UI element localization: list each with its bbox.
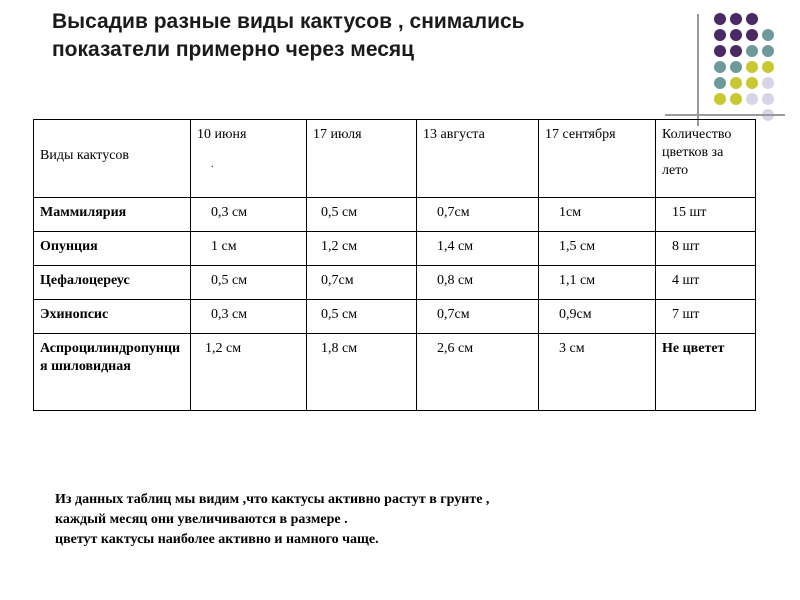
slide-title-line-1: Высадив разные виды кактусов , снимались bbox=[52, 10, 525, 33]
decorative-dot bbox=[714, 45, 726, 57]
header-note: . bbox=[211, 159, 214, 170]
measurement: 1см bbox=[559, 205, 582, 220]
header-cell bbox=[307, 120, 417, 198]
decorative-dot bbox=[746, 77, 758, 89]
value-cell bbox=[539, 334, 656, 411]
value-cell bbox=[191, 334, 307, 411]
header-label: 17 сентября bbox=[545, 127, 616, 142]
flower-count: Не цветет bbox=[662, 341, 725, 356]
decorative-vertical-line bbox=[697, 14, 699, 126]
table-row bbox=[34, 334, 756, 411]
measurement: 0,5 см bbox=[211, 273, 248, 288]
value-cell bbox=[539, 300, 656, 334]
measurement: 0,9см bbox=[559, 307, 592, 322]
measurement: 1,5 см bbox=[559, 239, 596, 254]
flower-count: 8 шт bbox=[672, 239, 700, 254]
decorative-dot bbox=[746, 45, 758, 57]
value-cell bbox=[191, 266, 307, 300]
decorative-dot bbox=[730, 29, 742, 41]
value-cell bbox=[191, 198, 307, 232]
decorative-dot bbox=[746, 61, 758, 73]
decorative-dot bbox=[714, 29, 726, 41]
decorative-dot bbox=[746, 29, 758, 41]
decorative-dot bbox=[730, 77, 742, 89]
table-row bbox=[34, 198, 756, 232]
measurement: 0,7см bbox=[437, 307, 470, 322]
measurement: 1,2 см bbox=[205, 341, 242, 356]
measurement: 0,3 см bbox=[211, 205, 248, 220]
decorative-dot bbox=[714, 13, 726, 25]
header-label: 17 июля bbox=[313, 127, 362, 142]
flower-count: 15 шт bbox=[672, 205, 707, 220]
value-cell bbox=[191, 300, 307, 334]
header-label: Виды кактусов bbox=[40, 148, 130, 163]
header-cell bbox=[34, 120, 191, 198]
value-cell bbox=[656, 266, 756, 300]
header-cell bbox=[656, 120, 756, 198]
species-name: Маммилярия bbox=[40, 205, 127, 220]
value-cell bbox=[656, 300, 756, 334]
value-cell bbox=[307, 266, 417, 300]
species-cell bbox=[34, 334, 191, 411]
table-row bbox=[34, 300, 756, 334]
measurement: 1,4 см bbox=[437, 239, 474, 254]
value-cell bbox=[191, 232, 307, 266]
measurement: 2,6 см bbox=[437, 341, 474, 356]
value-cell bbox=[656, 198, 756, 232]
table-row bbox=[34, 232, 756, 266]
decorative-dot bbox=[746, 13, 758, 25]
value-cell bbox=[307, 334, 417, 411]
measurement: 0,5 см bbox=[321, 307, 358, 322]
decorative-dot bbox=[762, 45, 774, 57]
value-cell bbox=[417, 232, 539, 266]
header-label: 13 августа bbox=[423, 127, 485, 142]
cactus-growth-table bbox=[33, 119, 756, 411]
species-cell bbox=[34, 266, 191, 300]
decorative-dot bbox=[714, 93, 726, 105]
conclusion-line-2: каждый месяц они увеличиваются в размере . bbox=[55, 512, 348, 527]
slide-title-line-2: показатели примерно через месяц bbox=[52, 38, 415, 61]
decorative-dot bbox=[730, 61, 742, 73]
slide-title bbox=[52, 8, 672, 64]
measurement: 1,8 см bbox=[321, 341, 358, 356]
value-cell bbox=[417, 300, 539, 334]
species-name: Цефалоцереус bbox=[40, 273, 130, 288]
value-cell bbox=[656, 334, 756, 411]
decorative-dot bbox=[730, 45, 742, 57]
flower-count: 7 шт bbox=[672, 307, 700, 322]
species-cell bbox=[34, 300, 191, 334]
flower-count: 4 шт bbox=[672, 273, 700, 288]
value-cell bbox=[307, 300, 417, 334]
species-name: Аспроцилиндропунция шиловидная bbox=[40, 341, 181, 374]
species-name: Эхинопсис bbox=[40, 307, 109, 322]
species-name: Опунция bbox=[40, 239, 98, 254]
value-cell bbox=[539, 198, 656, 232]
decorative-dot bbox=[714, 77, 726, 89]
decorative-dot bbox=[762, 29, 774, 41]
value-cell bbox=[417, 198, 539, 232]
value-cell bbox=[417, 334, 539, 411]
measurement: 0,5 см bbox=[321, 205, 358, 220]
value-cell bbox=[539, 266, 656, 300]
measurement: 0,3 см bbox=[211, 307, 248, 322]
header-label: 10 июня bbox=[197, 127, 247, 142]
species-cell bbox=[34, 232, 191, 266]
measurement: 1,2 см bbox=[321, 239, 358, 254]
value-cell bbox=[539, 232, 656, 266]
conclusion-text bbox=[55, 490, 695, 550]
table-row bbox=[34, 266, 756, 300]
decorative-dot bbox=[730, 13, 742, 25]
measurement: 0,7см bbox=[321, 273, 354, 288]
decorative-dot bbox=[762, 61, 774, 73]
decorative-dot bbox=[762, 93, 774, 105]
species-cell bbox=[34, 198, 191, 232]
measurement: 1,1 см bbox=[559, 273, 596, 288]
decorative-horizontal-line bbox=[665, 114, 785, 116]
header-label: Количество цветков за лето bbox=[662, 127, 732, 178]
table-header-row bbox=[34, 120, 756, 198]
value-cell bbox=[417, 266, 539, 300]
decorative-dot bbox=[746, 93, 758, 105]
measurement: 0,7см bbox=[437, 205, 470, 220]
value-cell bbox=[656, 232, 756, 266]
measurement: 1 см bbox=[211, 239, 237, 254]
measurement: 0,8 см bbox=[437, 273, 474, 288]
conclusion-line-1: Из данных таблиц мы видим ,что кактусы активно растут в грунте , bbox=[55, 492, 490, 507]
value-cell bbox=[307, 198, 417, 232]
value-cell bbox=[307, 232, 417, 266]
conclusion-line-3: цветут кактусы наиболее активно и намного чаще. bbox=[55, 532, 379, 547]
header-cell bbox=[191, 120, 307, 198]
header-cell bbox=[417, 120, 539, 198]
measurement: 3 см bbox=[559, 341, 585, 356]
decorative-dot bbox=[714, 61, 726, 73]
decorative-dot bbox=[762, 77, 774, 89]
header-cell bbox=[539, 120, 656, 198]
decorative-dot bbox=[730, 93, 742, 105]
